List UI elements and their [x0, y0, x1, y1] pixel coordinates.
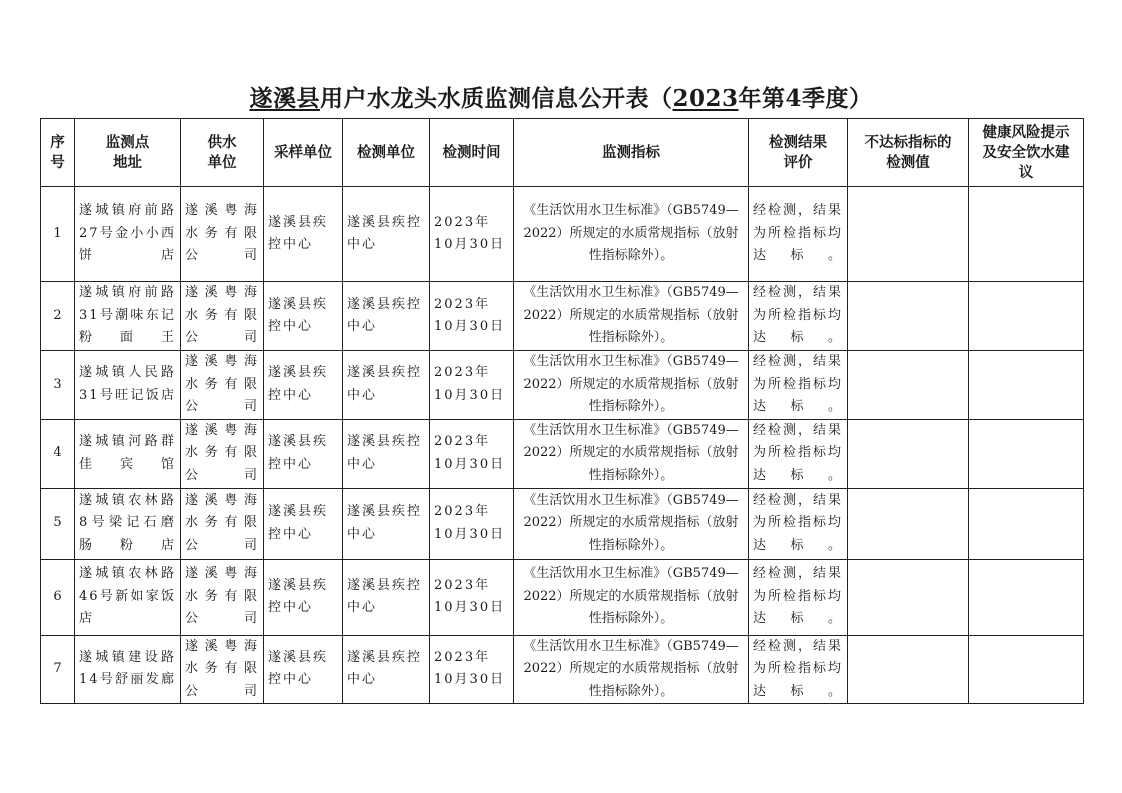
row-tester: 遂溪县疾控中心 — [343, 419, 430, 488]
table-row — [41, 187, 1084, 282]
header-failed-values: 不达标指标的 检测值 — [848, 119, 969, 187]
row-advice — [969, 559, 1084, 635]
row-indicator: 《生活饮用水卫生标准》（GB5749—2022）所规定的水质常规指标（放射性指标除外）。 — [514, 282, 749, 351]
header-sampler: 采样单位 — [264, 119, 343, 187]
row-tester: 遂溪县疾控中心 — [343, 559, 430, 635]
row-number: 4 — [41, 419, 75, 488]
page-title — [0, 80, 1122, 113]
header-supplier: 供水 单位 — [181, 119, 264, 187]
title-county: 遂溪县 — [249, 85, 320, 112]
row-sampler: 遂溪县疾控中心 — [264, 559, 343, 635]
row-failed-values — [848, 351, 969, 420]
title-main: 用户水龙头水质监测信息公开表（ — [319, 85, 673, 112]
row-advice — [969, 187, 1084, 282]
row-number: 2 — [41, 282, 75, 351]
row-date: 2023年10月30日 — [430, 488, 514, 559]
row-date: 2023年10月30日 — [430, 187, 514, 282]
row-indicator: 《生活饮用水卫生标准》（GB5749—2022）所规定的水质常规指标（放射性指标除外）。 — [514, 419, 749, 488]
header-result: 检测结果 评价 — [749, 119, 848, 187]
row-failed-values — [848, 419, 969, 488]
row-advice — [969, 488, 1084, 559]
row-number: 6 — [41, 559, 75, 635]
row-date: 2023年10月30日 — [430, 282, 514, 351]
row-advice — [969, 351, 1084, 420]
row-date: 2023年10月30日 — [430, 419, 514, 488]
table-row — [41, 635, 1084, 704]
row-address: 遂城镇农林路8号梁记石磨肠粉店 — [75, 488, 181, 559]
table-row — [41, 488, 1084, 559]
row-sampler: 遂溪县疾控中心 — [264, 635, 343, 704]
header-indicator: 监测指标 — [514, 119, 749, 187]
row-failed-values — [848, 187, 969, 282]
row-tester: 遂溪县疾控中心 — [343, 187, 430, 282]
title-year: 2023 — [672, 85, 739, 112]
row-advice — [969, 282, 1084, 351]
row-failed-values — [848, 488, 969, 559]
row-supplier: 遂溪粤海水务有限公司 — [181, 488, 264, 559]
row-tester: 遂溪县疾控中心 — [343, 282, 430, 351]
row-result: 经检测，结果为所检指标均达标。 — [749, 635, 848, 704]
table-row — [41, 282, 1084, 351]
row-tester: 遂溪县疾控中心 — [343, 488, 430, 559]
row-supplier: 遂溪粤海水务有限公司 — [181, 351, 264, 420]
row-indicator: 《生活饮用水卫生标准》（GB5749—2022）所规定的水质常规指标（放射性指标除外）。 — [514, 187, 749, 282]
row-address: 遂城镇农林路46号新如家饭店 — [75, 559, 181, 635]
row-address: 遂城镇府前路31号潮味东记粉面王 — [75, 282, 181, 351]
table-row — [41, 559, 1084, 635]
row-failed-values — [848, 282, 969, 351]
row-result: 经检测，结果为所检指标均达标。 — [749, 488, 848, 559]
row-supplier: 遂溪粤海水务有限公司 — [181, 282, 264, 351]
row-indicator: 《生活饮用水卫生标准》（GB5749—2022）所规定的水质常规指标（放射性指标除外）。 — [514, 488, 749, 559]
row-sampler: 遂溪县疾控中心 — [264, 187, 343, 282]
row-result: 经检测，结果为所检指标均达标。 — [749, 351, 848, 420]
row-sampler: 遂溪县疾控中心 — [264, 282, 343, 351]
row-indicator: 《生活饮用水卫生标准》（GB5749—2022）所规定的水质常规指标（放射性指标除外）。 — [514, 635, 749, 704]
row-failed-values — [848, 635, 969, 704]
row-sampler: 遂溪县疾控中心 — [264, 488, 343, 559]
header-date: 检测时间 — [430, 119, 514, 187]
row-number: 1 — [41, 187, 75, 282]
table-row — [41, 419, 1084, 488]
row-date: 2023年10月30日 — [430, 351, 514, 420]
row-result: 经检测，结果为所检指标均达标。 — [749, 282, 848, 351]
row-result: 经检测，结果为所检指标均达标。 — [749, 419, 848, 488]
row-tester: 遂溪县疾控中心 — [343, 351, 430, 420]
monitoring-table — [40, 118, 1084, 704]
title-suffix: 年第4季度） — [738, 85, 873, 112]
row-number: 7 — [41, 635, 75, 704]
row-supplier: 遂溪粤海水务有限公司 — [181, 419, 264, 488]
row-number: 5 — [41, 488, 75, 559]
row-result: 经检测，结果为所检指标均达标。 — [749, 187, 848, 282]
row-address: 遂城镇人民路31号旺记饭店 — [75, 351, 181, 420]
header-advice: 健康风险提示 及安全饮水建 议 — [969, 119, 1084, 187]
row-advice — [969, 635, 1084, 704]
table-row — [41, 351, 1084, 420]
row-indicator: 《生活饮用水卫生标准》（GB5749—2022）所规定的水质常规指标（放射性指标除外）。 — [514, 351, 749, 420]
row-tester: 遂溪县疾控中心 — [343, 635, 430, 704]
row-address: 遂城镇河路群佳宾馆 — [75, 419, 181, 488]
row-result: 经检测，结果为所检指标均达标。 — [749, 559, 848, 635]
row-address: 遂城镇建设路14号舒丽发廊 — [75, 635, 181, 704]
row-failed-values — [848, 559, 969, 635]
row-supplier: 遂溪粤海水务有限公司 — [181, 559, 264, 635]
header-tester: 检测单位 — [343, 119, 430, 187]
header-address: 监测点 地址 — [75, 119, 181, 187]
row-supplier: 遂溪粤海水务有限公司 — [181, 635, 264, 704]
row-sampler: 遂溪县疾控中心 — [264, 419, 343, 488]
header-no: 序 号 — [41, 119, 75, 187]
row-number: 3 — [41, 351, 75, 420]
row-supplier: 遂溪粤海水务有限公司 — [181, 187, 264, 282]
row-date: 2023年10月30日 — [430, 635, 514, 704]
header-row — [41, 119, 1084, 187]
row-advice — [969, 419, 1084, 488]
row-date: 2023年10月30日 — [430, 559, 514, 635]
row-indicator: 《生活饮用水卫生标准》（GB5749—2022）所规定的水质常规指标（放射性指标除外）。 — [514, 559, 749, 635]
row-sampler: 遂溪县疾控中心 — [264, 351, 343, 420]
row-address: 遂城镇府前路27号金小小西饼店 — [75, 187, 181, 282]
